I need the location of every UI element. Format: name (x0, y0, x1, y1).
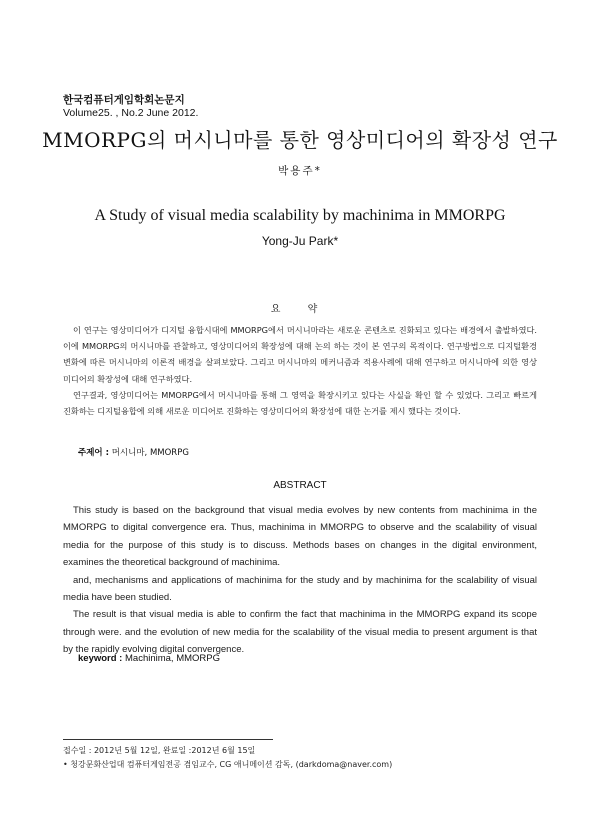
korean-title: MMORPG의 머시니마를 통한 영상미디어의 확장성 연구 (42, 128, 558, 152)
english-author: Yong-Ju Park* (261, 234, 339, 248)
english-keywords (78, 653, 220, 664)
english-abstract (63, 502, 537, 659)
english-abstract-heading: ABSTRACT (273, 480, 327, 491)
korean-keywords (78, 446, 189, 458)
author-affiliation: • 청강문화산업대 컴퓨터게임전공 겸임교수, CG 애니메이션 감독, (darkdoma@naver.com) (63, 760, 393, 769)
journal-header (63, 94, 198, 120)
submission-dates: 접수일 : 2012년 5월 12일, 완료일 :2012년 6월 15일 (63, 746, 256, 755)
english-title: A Study of visual media scalability by machinima in MMORPG (94, 207, 506, 224)
korean-abstract-paragraph: 연구결과, 영상미디어는 MMORPG에서 머시니마를 통해 그 영역을 확장시키고 있다는 사실을 확인 할 수 있었다. 그리고 빠르게 진화하는 디지털융합에 의해 새로운 미디어로 진화하는 영상미디어의 확장성에 대한 논거를 제시 했다는 것이다. (63, 389, 537, 417)
journal-volume: Volume25. , No.2 June 2012. (63, 107, 199, 119)
korean-abstract-heading: 요 약 (270, 304, 330, 315)
journal-name: 한국컴퓨터게임학회논문지 (63, 94, 185, 106)
korean-author: 박용주* (278, 165, 322, 177)
footnote-divider (63, 739, 273, 740)
english-abstract-paragraph: This study is based on the background that visual media evolves by new contents from machinima in the MMORPG to digital convergence era. Thus, machinima in MMORPG to observe and the scalability of visual media for the purpose of this study is to discuss. Methods bases on changes in the digital environment, examines the theoretical background of machinima. (63, 505, 537, 569)
korean-keyword-list: 머시니마, MMORPG (111, 448, 189, 458)
english-abstract-paragraph: and, mechanisms and applications of machinima for the study and by machinima for the scalability of visual media have been studied. (63, 574, 537, 604)
footnote (63, 744, 392, 772)
english-keyword-label: keyword : (78, 653, 123, 664)
english-keyword-list: Machinima, MMORPG (125, 653, 221, 664)
english-abstract-paragraph: The result is that visual media is able to confirm the fact that machinima in the MMORPG expand its scope through were. and the evolution of new media for the scalability of the visual media to present argument is that by the rapidly evolving digital convergence. (63, 609, 537, 656)
korean-abstract (63, 322, 537, 419)
korean-keyword-label: 주제어 : (78, 448, 109, 458)
korean-abstract-paragraph: 이 연구는 영상미디어가 디지털 융합시대에 MMORPG에서 머시니마라는 새로운 콘텐츠로 진화되고 있다는 배경에서 출발하였다. 이에 MMORPG의 머시니마를 관찰하고, 영상미디어의 확장성에 대해 논의 하는 것이 본 연구의 목적이다. 연구방법으로 디지털환경 변화에 따른 머시니마의 이론적 배경을 살펴보았다. 그리고 머시니마의 메커니즘과 적용사례에 대해 연구하고 머시니마에 의한 영상미디어의 확장성에 대해 연구하였다. (63, 325, 537, 384)
